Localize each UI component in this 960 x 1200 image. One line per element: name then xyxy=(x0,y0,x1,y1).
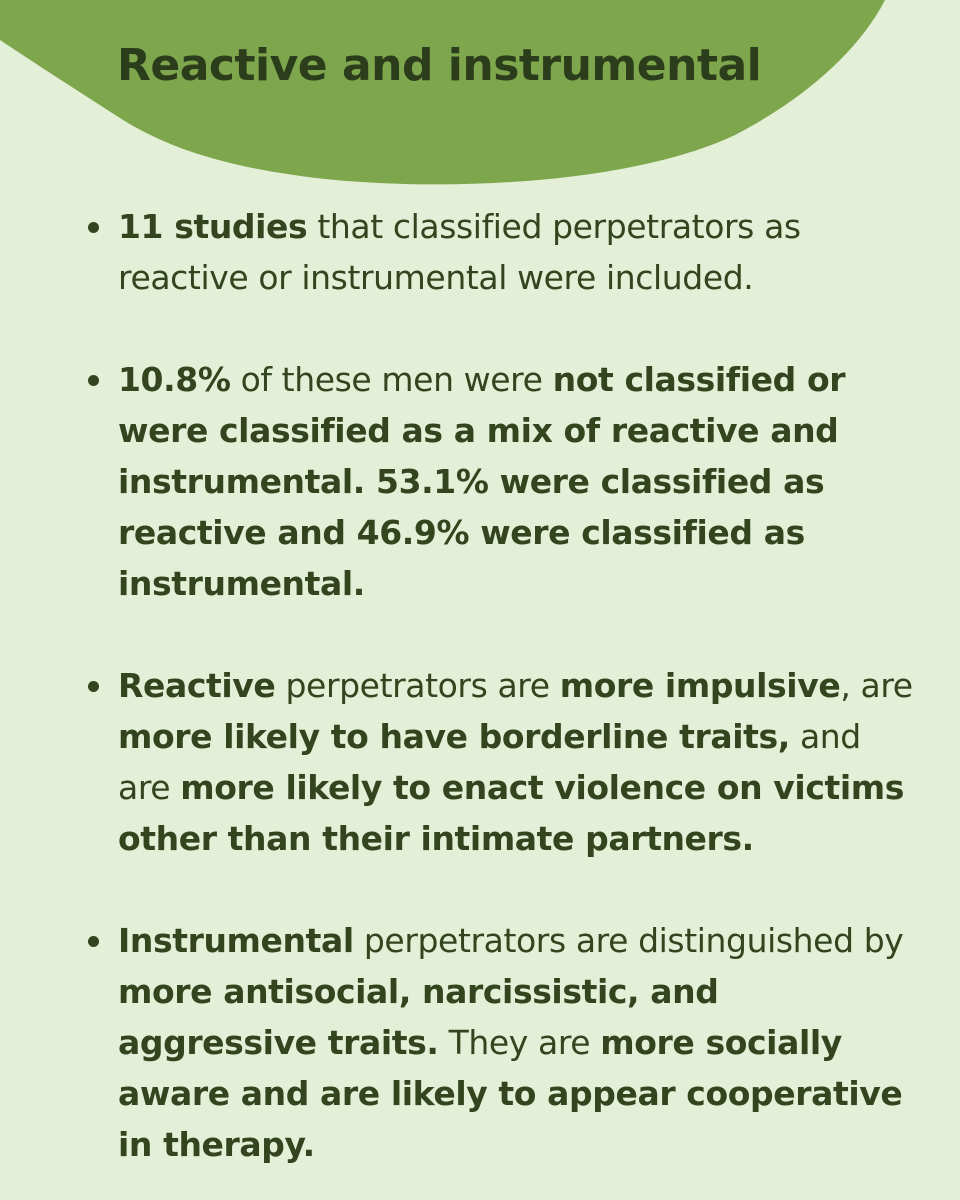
text-segment: They are xyxy=(438,1023,601,1062)
text-segment: perpetrators are distinguished by xyxy=(353,921,904,960)
bullet-item-reactive xyxy=(118,660,918,864)
text-segment: Reactive xyxy=(118,666,276,705)
text-segment: more socially aware and are likely to appear cooperative in therapy. xyxy=(118,1023,903,1164)
bullet-item-instrumental xyxy=(118,915,918,1170)
text-segment: 10.8% xyxy=(118,360,231,399)
text-segment: more antisocial, narcissistic, and aggressive traits. xyxy=(118,972,719,1062)
bullet-list xyxy=(118,201,918,1170)
text-segment: more likely to enact violence on victims other than their intimate partners. xyxy=(118,768,905,858)
bullet-item-studies xyxy=(118,201,918,303)
text-segment: not classified or were classified as a mix of reactive and instrumental. 53.1% were classified as reactive and 46.9% were classified as instrumental. xyxy=(118,360,846,603)
text-segment: 11 studies xyxy=(118,207,308,246)
text-segment: more likely to have borderline traits, xyxy=(118,717,790,756)
page-title: Reactive and instrumental xyxy=(117,40,762,91)
text-segment: of these men were xyxy=(230,360,553,399)
text-segment: perpetrators are xyxy=(275,666,560,705)
text-segment: , are xyxy=(840,666,913,705)
bullet-item-classification xyxy=(118,354,918,609)
header-blob-shape xyxy=(0,0,960,200)
text-segment: and are xyxy=(118,717,861,807)
text-segment: Instrumental xyxy=(118,921,354,960)
text-segment: more impulsive xyxy=(559,666,841,705)
text-segment: that classified perpetrators as reactive or instrumental were included. xyxy=(118,207,801,297)
